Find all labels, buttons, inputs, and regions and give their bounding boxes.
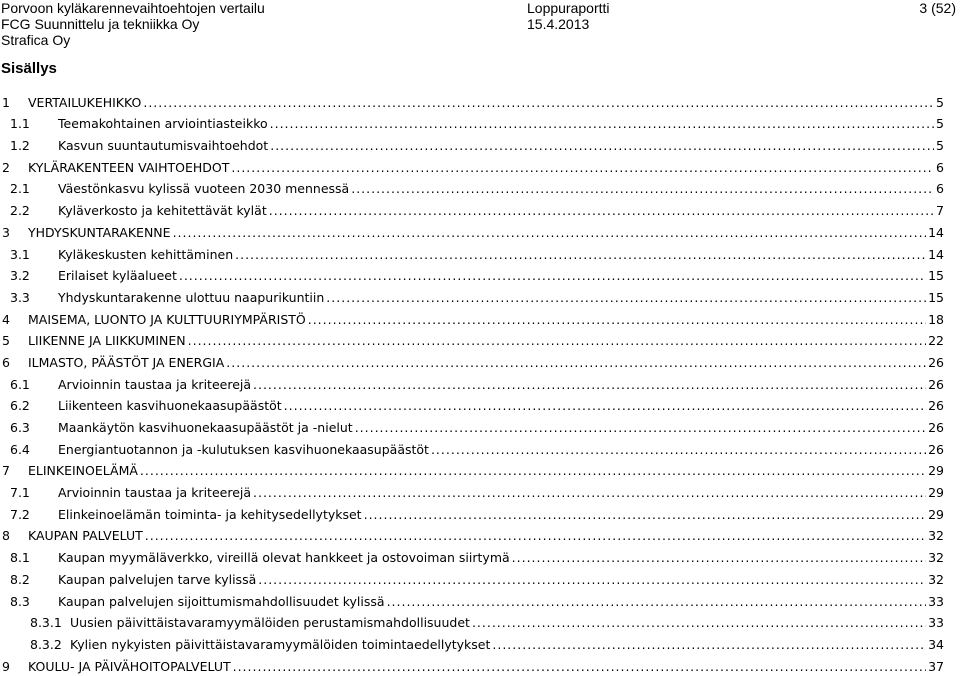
toc-entry-number: 6 [2, 354, 10, 370]
toc-entry[interactable] [0, 652, 944, 674]
toc-entry[interactable] [0, 543, 944, 565]
toc-entry-page: 6 [936, 159, 944, 175]
toc-dot-leader [258, 573, 926, 587]
toc-entry-title: ELINKEINOELÄMÄ [28, 463, 138, 479]
toc-entry-number: 5 [2, 333, 10, 349]
toc-entry-title: Erilaiset kyläalueet [58, 268, 177, 284]
toc-entry-number: 6.4 [10, 441, 30, 457]
toc-dot-leader [270, 117, 934, 131]
toc-entry[interactable] [0, 522, 944, 544]
toc-entry-page: 14 [928, 224, 944, 240]
toc-entry-page: 37 [928, 658, 944, 674]
toc-entry-number: 6.2 [10, 398, 30, 414]
toc-entry-number: 4 [2, 311, 10, 327]
toc-entry[interactable] [0, 240, 944, 262]
toc-dot-leader [387, 595, 927, 609]
toc-dot-leader [179, 269, 926, 283]
toc-entry-page: 29 [928, 463, 944, 479]
toc-dot-leader [140, 464, 926, 478]
toc-dot-leader [231, 161, 934, 175]
toc-dot-leader [188, 334, 926, 348]
toc-entry-title: KAUPAN PALVELUT [28, 528, 143, 544]
toc-entry-page: 7 [936, 203, 944, 219]
toc-entry[interactable] [0, 457, 944, 479]
toc-entry-number: 7.2 [10, 506, 30, 522]
toc-entry[interactable] [0, 175, 944, 197]
toc-dot-leader [145, 529, 926, 543]
toc-dot-leader [472, 616, 926, 630]
toc-entry-title: ILMASTO, PÄÄSTÖT JA ENERGIA [28, 354, 225, 370]
toc-entry-number: 1.1 [10, 116, 30, 132]
toc-entry[interactable] [0, 218, 944, 240]
toc-entry-number: 3.1 [10, 246, 30, 262]
toc-dot-leader [364, 508, 927, 522]
author-company-2: Strafica Oy [1, 32, 71, 48]
header-left [1, 0, 265, 48]
toc-entry-number: 8.3.2 [30, 636, 62, 652]
toc-dot-leader [351, 182, 934, 196]
toc-entry[interactable] [0, 88, 944, 110]
toc-entry-title: KYLÄRAKENTEEN VAIHTOEHDOT [28, 159, 230, 175]
toc-entry-page: 33 [928, 615, 944, 631]
toc-entry-title: Kaupan palvelujen sijoittumismahdollisuudet kylissä [58, 593, 385, 609]
toc-entry-number: 1 [2, 94, 10, 110]
toc-entry-number: 8.3 [10, 593, 30, 609]
header-right [919, 0, 956, 16]
page-number: 3 (52) [919, 0, 956, 16]
toc-entry[interactable] [0, 500, 944, 522]
toc-dot-leader [492, 638, 926, 652]
toc-entry-number: 2 [2, 159, 10, 175]
toc-entry[interactable] [0, 478, 944, 500]
toc-dot-leader [269, 204, 934, 218]
toc-dot-leader [235, 248, 926, 262]
toc-entry-number: 3.2 [10, 268, 30, 284]
toc-entry-number: 6.1 [10, 376, 30, 392]
toc-entry-page: 15 [928, 289, 944, 305]
table-of-contents [0, 88, 944, 674]
toc-entry-number: 6.3 [10, 420, 30, 435]
toc-entry[interactable] [0, 131, 944, 153]
toc-entry[interactable] [0, 348, 944, 370]
toc-entry[interactable] [0, 305, 944, 327]
toc-dot-leader [173, 226, 927, 240]
toc-entry[interactable] [0, 413, 944, 435]
toc-entry-page: 33 [928, 593, 944, 609]
toc-entry-number: 8.3.1 [30, 615, 62, 631]
toc-entry-page: 32 [928, 528, 944, 544]
report-title: Porvoon kyläkarennevaihtoehtojen vertailu [1, 0, 265, 16]
toc-entry-title: VERTAILUKEHIKKO [28, 94, 142, 110]
toc-entry-number: 7 [2, 463, 10, 479]
toc-entry-page: 32 [928, 571, 944, 587]
toc-entry-number: 2.1 [10, 181, 30, 197]
toc-dot-leader [253, 378, 926, 392]
toc-entry-page: 6 [936, 181, 944, 197]
toc-entry-title: Maankäytön kasvihuonekaasupäästöt ja -nielut [58, 420, 353, 435]
toc-dot-leader [431, 443, 926, 457]
toc-entry-title: Arvioinnin taustaa ja kriteerejä [58, 376, 252, 392]
toc-entry-number: 9 [2, 658, 10, 674]
toc-entry-page: 26 [928, 420, 944, 435]
toc-entry-page: 18 [928, 311, 944, 327]
toc-title: Sisällys [1, 60, 57, 77]
toc-dot-leader [233, 660, 926, 674]
toc-entry[interactable] [0, 262, 944, 284]
toc-dot-leader [284, 399, 926, 413]
toc-dot-leader [253, 486, 926, 500]
toc-entry[interactable] [0, 565, 944, 587]
toc-entry-title: Kaupan palvelujen tarve kylissä [58, 571, 257, 587]
toc-entry[interactable] [0, 587, 944, 609]
toc-entry-number: 3.3 [10, 289, 30, 305]
toc-entry[interactable] [0, 435, 944, 457]
toc-dot-leader [308, 313, 926, 327]
toc-entry-title: Kylien nykyisten päivittäistavaramyymälöiden toimintaedellytykset [70, 636, 491, 652]
document-date: 15.4.2013 [527, 16, 590, 32]
toc-entry-page: 34 [928, 636, 944, 652]
toc-entry[interactable] [0, 153, 944, 175]
toc-dot-leader [512, 551, 926, 565]
toc-entry-page: 26 [928, 354, 944, 370]
toc-entry-title: MAISEMA, LUONTO JA KULTTUURIYMPÄRISTÖ [28, 311, 306, 327]
toc-entry[interactable] [0, 609, 944, 631]
toc-entry-number: 8.1 [10, 550, 30, 566]
toc-entry-page: 26 [928, 441, 944, 457]
author-company-1: FCG Suunnittelu ja tekniikka Oy [1, 16, 200, 32]
header-middle [527, 0, 610, 32]
toc-entry-page: 15 [928, 268, 944, 284]
toc-entry-page: 26 [928, 376, 944, 392]
toc-entry-title: Väestönkasvu kylissä vuoteen 2030 mennessä [58, 181, 350, 197]
toc-entry-title: KOULU- JA PÄIVÄHOITOPALVELUT [28, 658, 231, 674]
toc-entry-title: LIIKENNE JA LIIKKUMINEN [28, 333, 186, 349]
toc-entry[interactable] [0, 327, 944, 349]
toc-entry-title: Teemakohtainen arviointiasteikko [58, 116, 268, 132]
toc-entry-title: Energiantuotannon ja -kulutuksen kasvihuonekaasupäästöt [58, 441, 429, 457]
toc-entry[interactable] [0, 283, 944, 305]
toc-entry-title: Liikenteen kasvihuonekaasupäästöt [58, 398, 282, 414]
toc-entry[interactable] [0, 392, 944, 414]
toc-entry-page: 5 [936, 138, 944, 154]
toc-entry-number: 1.2 [10, 138, 30, 154]
toc-entry-title: Arvioinnin taustaa ja kriteerejä [58, 485, 252, 501]
toc-dot-leader [143, 96, 934, 110]
toc-entry-number: 2.2 [10, 203, 30, 219]
page-header [0, 0, 960, 50]
document-type: Loppuraportti [527, 0, 610, 16]
toc-entry-title: Kyläverkosto ja kehitettävät kylät [58, 203, 267, 219]
toc-entry-number: 3 [2, 224, 10, 240]
toc-entry-page: 14 [928, 246, 944, 262]
toc-entry-page: 29 [928, 485, 944, 501]
toc-dot-leader [326, 291, 926, 305]
toc-entry-title: Elinkeinoelämän toiminta- ja kehitysedellytykset [58, 506, 362, 522]
toc-dot-leader [270, 139, 934, 153]
toc-entry[interactable] [0, 110, 944, 132]
toc-entry-title: Kasvun suuntautumisvaihtoehdot [58, 138, 269, 154]
toc-entry-page: 32 [928, 550, 944, 566]
toc-dot-leader [226, 356, 926, 370]
toc-entry-number: 8 [2, 528, 10, 544]
toc-entry-number: 7.1 [10, 485, 30, 501]
toc-entry-title: Kaupan myymäläverkko, vireillä olevat hankkeet ja ostovoiman siirtymä [58, 550, 510, 566]
toc-entry-page: 5 [936, 94, 944, 110]
toc-entry-number: 8.2 [10, 571, 30, 587]
toc-entry[interactable] [0, 196, 944, 218]
toc-entry[interactable] [0, 630, 944, 652]
toc-entry-page: 29 [928, 506, 944, 522]
toc-entry-page: 26 [928, 398, 944, 414]
toc-entry-title: Yhdyskuntarakenne ulottuu naapurikuntiin [58, 289, 325, 305]
toc-entry-page: 22 [928, 333, 944, 349]
toc-entry[interactable] [0, 370, 944, 392]
toc-entry-title: YHDYSKUNTARAKENNE [28, 224, 171, 240]
toc-entry-title: Uusien päivittäistavaramyymälöiden perustamismahdollisuudet [70, 615, 470, 631]
toc-dot-leader [355, 421, 926, 435]
toc-entry-title: Kyläkeskusten kehittäminen [58, 246, 234, 262]
toc-entry-page: 5 [936, 116, 944, 132]
